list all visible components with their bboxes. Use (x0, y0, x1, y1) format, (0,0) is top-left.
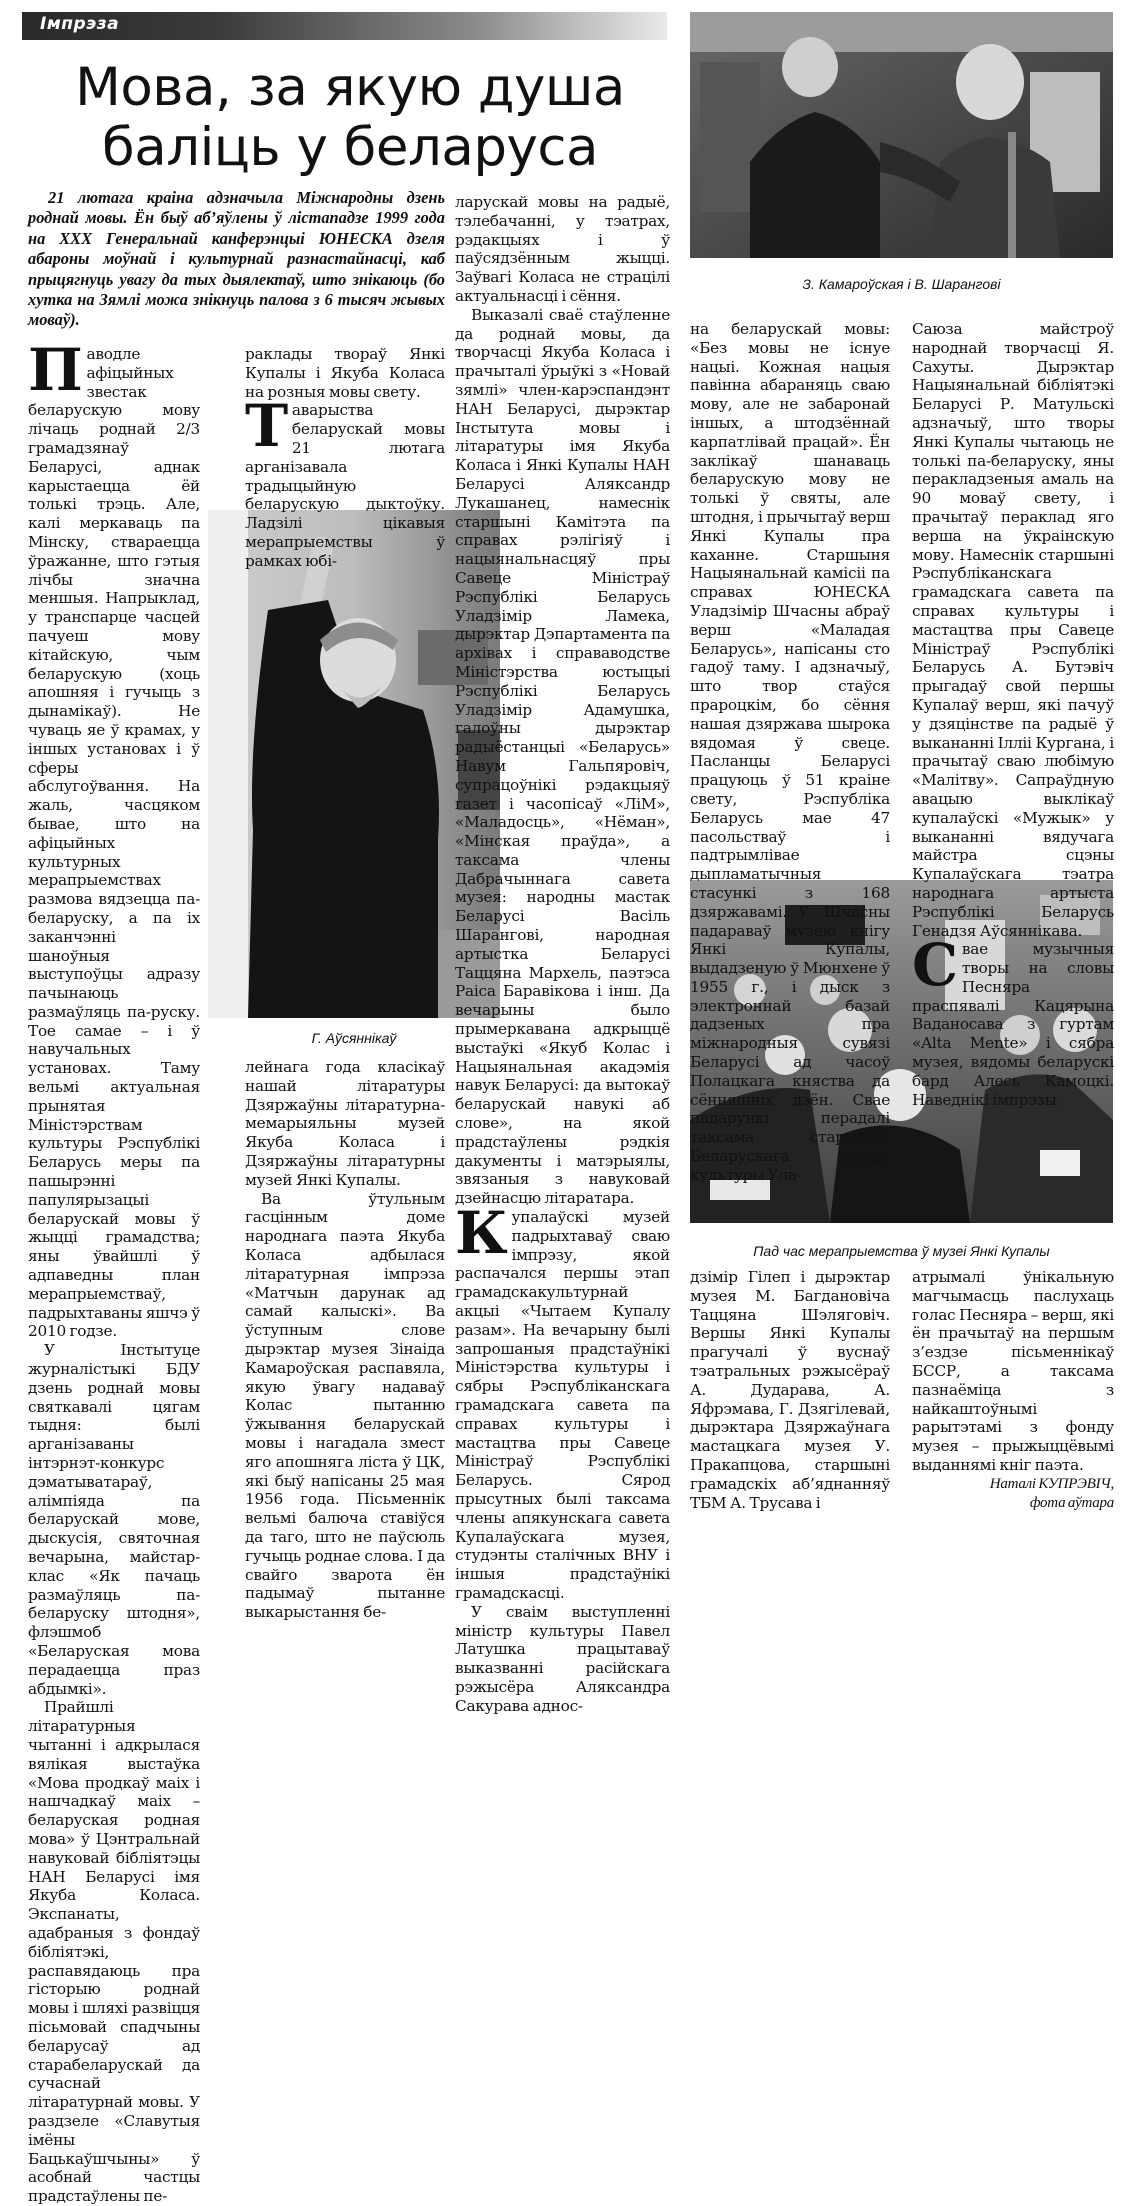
col3-paragraph-3: упалаўскі музей падрыхтаваў сваю імпрэзу, якой распачался першы этап грамадскакультурнай акцыі «Чытаем Купалу разам». На вечарыну былі запрошаныя прадстаўнікі Міністэрства культуры і сябры Рэспубліканскага грамадскага савета па справах культуры і мастацтва пры Савеце Міністраў Рэспублікі Беларусь. Сярод прысутных былі таксама члены апякунскага савета Купалаўскага музея, студэнты сталічных ВНУ і іншыя прадстаўнікі грамадскасці. (455, 1208, 670, 1602)
lead-paragraph: 21 лютага краіна адзначыла Міжнародны дзень роднай мовы. Ён быў аб’яўлены ў лістападзе 1999 года на XXX Генеральнай канферэнцыі ЮНЕСКА дзеля абароны моўнай і культурнай разнастайнасці, каб прыцягнуць увагу да тых дыялектаў, што знікаюць (бо хутка на Зямлі можа знікнуць палова з 6 тысяч жывых моваў). (28, 188, 445, 330)
rubric-label: Імпрэза (40, 14, 120, 34)
col3-paragraph-4: У сваім выступленні міністр культуры Павел Латушка працытаваў выказванні расійскага рэжысёра Аляксандра Сакурава адноc- (455, 1602, 670, 1715)
col7-paragraph-1: атрымалі ўнікальную магчымасць паслухаць голас Песняра – верш, які ён прачытаў на першым з’ездзе пісьменнікаў БССР, а таксама пазнаёміца з найкаштоўнымі рарытэтамі з фонду музея – прыжыццёвымі выданнямі кніг паэта. (912, 1268, 1114, 1474)
photo-credit: фота аўтара (1029, 1494, 1114, 1511)
col2b-paragraph-1: лейнага года класікаў нашай літаратуры Дзяржаўны літаратурна-мемарыяльны музей Якуба Коласа і Дзяржаўны літаратурны музей Янкі Купалы. (245, 1058, 445, 1189)
drop-cap-p: П (28, 336, 83, 404)
col5-paragraph-2: вае музычныя творы на словы Песняра праспявалі Кацярына Ваданосава з гуртам «Alta Mente» і сябра музея, вядомы беларускі бард Алесь Камоцкі. Наведнікі імпрэзы (912, 940, 1114, 1109)
photo-komarovskaya-sharangovich (690, 12, 1113, 258)
article-column-5 (912, 320, 1114, 1109)
headline-line-2: баліць у беларуса (102, 117, 598, 178)
article-column-2-top (245, 345, 445, 570)
article-column-6 (690, 1268, 890, 1512)
headline (30, 58, 670, 178)
article-column-2-bottom (245, 1058, 445, 1622)
headline-line-1: Мова, за якую душа (75, 57, 625, 118)
drop-cap-k: К (455, 1199, 508, 1268)
article-column-1 (28, 336, 200, 2206)
article-column-3 (455, 193, 670, 1715)
article-column-4 (690, 320, 890, 1184)
col5-paragraph-1: Саюза майстроў народнай творчасці Я. Сахуты. Дырэктар Нацыянальнай бібліятэкі Беларусі Р. Матульскі адзначыў, што творы Янкі Купалы чытаюць не толькі па-беларуску, яны перакладзеныя амаль на 90 моваў свету, і прачытаў пераклад яго верша на ўкраінскую мову. Намеснік старшыні Рэспубліканскага грамадскага савета па справах культуры і мастацтва пры Савеце Міністраў Рэспублікі Беларусь А. Бутэвіч прыгадаў свой першы Купалаў верш, які пачуў у дзяцінстве па радыё ў выкананні Ілліі Кургана, і прачытаў сваю любімую «Малітву». Сапраўдную авацыю выклікаў купалаўскі «Мужык» у выкананні вядучага майстра сцэны Купалаўскага тэатра народнага артыста Рэспублікі Беларусь Генадзя Аўсяннікава. (912, 320, 1114, 940)
col6-paragraph-1: дзімір Гілеп і дырэктар музея М. Багдановіча Таццяна Шэляговіч. Вершы Янкі Купалы прагучалі ў вуснаў тэатральных рэжысёраў А. Дударава, А. Яфрэмава, Г. Дзягілевай, дырэктара Дзяржаўнага мастацкага музея У. Пракапцова, старшыні грамадскіх аб’яднанняў ТБМ А. Трусава і (690, 1268, 890, 1512)
col1-paragraph-3: Прайшлі літаратурныя чытанні і адкрылася вялікая выстаўка «Мова продкаў маіх і нашчадкаў маіх – беларуская родная мова» ў Цэнтральнай навуковай бібліятэцы НАН Беларусі імя Якуба Коласа. Экспанаты, адабраныя з фондаў бібліятэкі, распавядаюць пра гісторыю роднай мовы і шляхі развіцця пісьмовай спадчыны беларусаў ад старабеларускай да сучаснай літаратурнай мовы. У раздзеле «Славутыя імёны Бацькаўшчыны» ў асобнай частцы прадстаўлены пе- (28, 1698, 200, 2206)
top-photo-caption: З. Камароўская і В. Шарангові (802, 276, 1001, 292)
bottom-photo-caption: Пад час мерапрыемства ў музеі Янкі Купалы (753, 1243, 1050, 1259)
author-signature: Наталі КУПРЭВІЧ, (989, 1475, 1114, 1492)
col2b-paragraph-2: Ва ўтульным гасцінным доме народнага паэта Якуба Коласа адбылася літаратурная імпрэза «Матчын дарунак ад самай калыскі». Ва ўступным слове дырэктар музея Зінаіда Камароўская распавяла, якую ўвагу надаваў Колас пытанню ўжывання беларускай мовы і нагадала змест яго апошняга ліста ў ЦК, які быў напісаны 25 мая 1956 года. Пісьменнік вельмі балюча ставіўся да таго, што не паўсюль гучыць роднае слова. І да свайго зварота ён падымаў пытанне выкарыстання бе- (245, 1189, 445, 1622)
col3-paragraph-2: Выказалі сваё стаўленне да роднай мовы, да творчасці Якуба Коласа і прачыталі ўрыўкі з «Новай зямлі» член-карэспандэнт НАН Беларусі, дырэктар Інстытута мовы і літаратуры імя Якуба Коласа і Янкі Купалы НАН Беларусі Аляксандр Лукашанец, намеснік старшыні Камітэта па справах рэлігіяў і нацыянальнасцяў пры Савеце Міністраў Рэспублікі Беларусь Уладзімір Ламека, дырэктар Дэпартамента па архівах і справаводстве Міністэрства юстыцыі Рэспублікі Беларусь Уладзімір Адамушка, галоўны дырэктар радыёстанцыі «Беларусь» Навум Гальпяровіч, супрацоўнікі рэдакцыяў газет і часопісаў «ЛіМ», «Маладосць», «Нёман», «Мінская праўда», а таксама члены Дабрачыннага савета музея: народны мастак Беларусі Васіль Шарангові, народная артыстка Беларусі Таццяна Мархель, паэтэса Раіса Баравікова і інш. Да вечарыны было прымеркавана адкрыццё выстаўкі «Якуб Колас і Нацыянальная акадэмія навук Беларусі: да вытокаў беларускай навукі аб слове», на якой прадстаўлены рэдкія дакументы і матэрыялы, звязаныя з навуковай дзейнасцю літаратара. (455, 305, 670, 1208)
col4-paragraph-1: на беларускай мовы: «Без мовы не існуе нацыі. Кожная нацыя павінна абараняць сваю мову, але не забаронай іншых, а штодзённай карпатлівай працай». Ён заклікаў шанаваць беларускую мову не толькі ў святы, але штодня, і прычытаў верш Янкі Купалы пра каханне. Старшыня Нацыянальнай камісіі па справах ЮНЕСКА Уладзімір Шчасны абраў верш «Маладая Беларусь», напісаны сто гадоў таму. І адзначыў, што твор стаўся прароцкім, бо сёння нашая дзяржава шырока вядомая ў свеце. Пасланцы Беларусі працуюць ў 51 краіне свету, Рэспубліка Беларусь мае 47 пасольстваў і падтрымлівае дыпламатычныя стасункі з 168 дзяржавамі. У. Шчасны падараваў музею кнігу Янкі Купалы, выдадзеную ў Мюнхене ў 1955 г., і дыск з электроннай базай дадзеных пра міжнародныя сувязі Беларусі ад часоў Полацкага княства да сённяшніх дзён. Свае падарункі перадалі таксама старшыня Беларускага фонду культуры Ула- (690, 320, 890, 1184)
col3-paragraph-1: ларускай мовы на радыё, тэлебачанні, у тэатрах, рэдакцыях і ў паўсядзённым жыцці. Заўвагі Коласа не страцілі актуальнасці і сёння. (455, 193, 670, 305)
drop-cap-s: С (912, 931, 958, 1000)
col1-paragraph-1: аводле афіцыйных звестак беларускую мову лічаць роднай 2/3 грамадзянаў Беларусі, аднак карыстаецца ёй толькі трэць. Але, калі меркаваць па Мінску, ствараецца ўражанне, што гэтыя лічбы значна меншыя. Напрыклад, у транспарце часцей пачуеш мову кітайскую, чым беларускую (хоць апошняя і гучыць з дынамікаў). Не чуваць яе ў крамах, у іншых установах і ў сферы абслугоўвання. На жаль, часцяком бывае, што на афіцыйных культурных мерапрыемствах размова вядзецца па-беларуску, а па іх заканчэнні шаноўныя выступоўцы адразу пачынаюць размаўляць па-руску. Тое самае – і ў навучальных установах. Таму вельмі актуальная прынятая Міністэрствам культуры Рэспублікі Беларусь меры па пашырэнні папулярызацыі беларускай мовы ў жыцці грамадства; яны ўвайшлі ў адпаведны план мерапрыемстваў, падрыхтаваны яшчэ ў 2010 годзе. (28, 345, 200, 1341)
col2-paragraph-1: раклады твораў Янкі Купалы і Якуба Коласа на розныя мовы свету. (245, 345, 445, 401)
drop-cap-t: Т (245, 392, 288, 461)
center-photo-caption: Г. Аўсяннікаў (311, 1030, 397, 1046)
col1-paragraph-2: У Інстытуце журналістыкі БДУ дзень роднай мовы святкавалі цягам тыдня: былі арганізаваны інтэрнэт-конкурс дэматыватараў, алімпіяда па беларускай мове, дыскусія, святочная вечарына, майстар-клас «Як пачаць размаўляць па-беларуску штодня», флэшмоб «Беларуская мова перадаецца праз абдымкі». (28, 1341, 200, 1698)
col2-paragraph-2: аварыства беларускай мовы 21 лютага арганізавала традыцыйную беларускую дыктоўку. Ладзілі цікавыя мерапрыемствы ў рамках юбі- (245, 401, 445, 570)
article-column-7 (912, 1268, 1114, 1511)
